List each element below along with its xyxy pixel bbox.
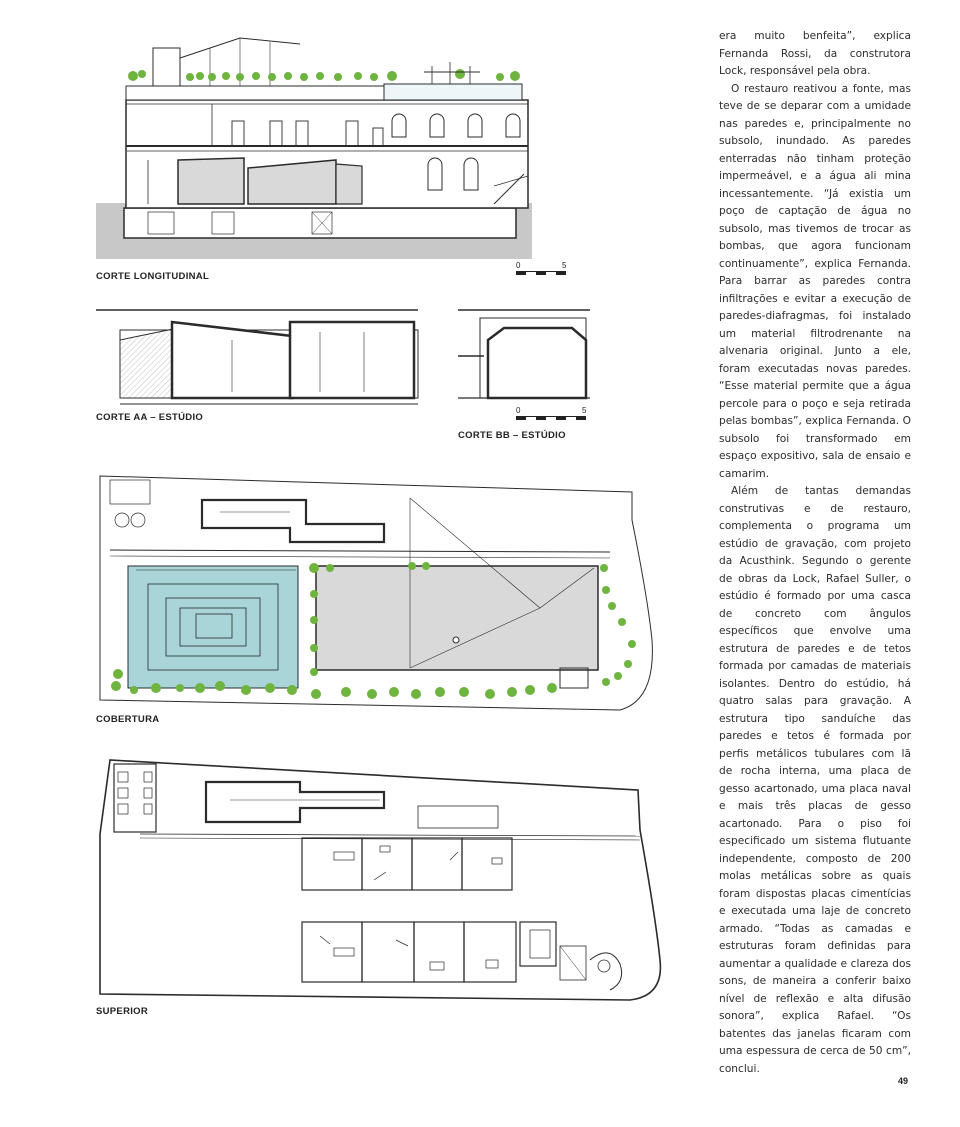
longitudinal-section-caption: CORTE LONGITUDINAL [96, 271, 210, 282]
scale-start-label: 0 [516, 261, 521, 270]
scale-start-label: 0 [516, 406, 521, 415]
longitudinal-section-drawing [96, 38, 532, 259]
scale-bar-sections [516, 406, 596, 422]
page-number: 49 [898, 1076, 909, 1086]
section-aa-caption: CORTE AA – ESTÚDIO [96, 412, 204, 423]
section-bb-caption: CORTE BB – ESTÚDIO [458, 430, 566, 441]
upper-floor-plan-drawing [100, 760, 660, 1000]
roof-plan-caption: COBERTURA [96, 714, 160, 725]
scale-bar-longitudinal [516, 261, 576, 277]
roof-plan-drawing [100, 476, 652, 710]
article-paragraph: era muito benfeita”, explica Fernanda Rossi, da construtora Lock, responsável pela obra. [719, 30, 911, 77]
scale-bar-graphic [516, 271, 566, 275]
scale-end-label: 5 [582, 406, 587, 415]
section-aa-drawing [96, 310, 418, 404]
article-paragraph: Além de tantas demandas construtivas e de restauro, complementa o programa um estúdio de gravação, com projeto da Acusthink. Segundo o gerente de obras da Lock, Rafael Suller, o estúdio é formado por uma casca de concreto com ângulos específicos que envolve uma estrutura de paredes e de tetos formada por camadas de materiais isolantes. Dentro do estúdio, há quatro salas para gravação. A estrutura tipo sanduíche das paredes e tetos é formada por perfis metálicos tubulares com lã de rocha interna, uma placa de gesso acartonado, uma placa naval e mais três placas de gesso acartonado. Para o piso foi especificado um sistema flutuante independente, composto de 200 molas metálicas sobre as quais foram dispostas placas cimentícias e executada uma laje de concreto armado. “Todas as camadas e estruturas foram definidas para aumentar a qualidade e clareza dos sons, de maneira a conferir baixo nível de reflexão e alta difusão sonora”, explica Rafael. “Os batentes das janelas ficaram com uma espessura de cerca de 50 cm”, conclui. [719, 485, 911, 1075]
article-text-column [719, 28, 911, 1078]
scale-end-label: 5 [562, 261, 567, 270]
article-paragraph: O restauro reativou a fonte, mas teve de se deparar com a umidade nas paredes e, principalmente no subsolo, inundado. As paredes enterradas não tinham proteção impermeável, e a água ali mina incessantemente. “Já existia um poço de captação de água no subsolo, mas tivemos de trocar as bombas, que agora funcionam continuamente”, explica Fernanda. Para barrar as paredes contra infiltrações e evitar a execução de paredes-diafragmas, foi instalado um material filtrodrenante na alvenaria original. Junto a ele, foram executadas novas paredes. “Esse material permite que a água percole para o poço e seja retirada pelas bombas”, explica Fernanda. O subsolo foi transformado em espaço expositivo, sala de ensaio e camarim. [719, 82, 911, 480]
section-bb-drawing [458, 310, 590, 398]
upper-floor-caption: SUPERIOR [96, 1006, 149, 1017]
scale-bar-graphic [516, 416, 586, 420]
